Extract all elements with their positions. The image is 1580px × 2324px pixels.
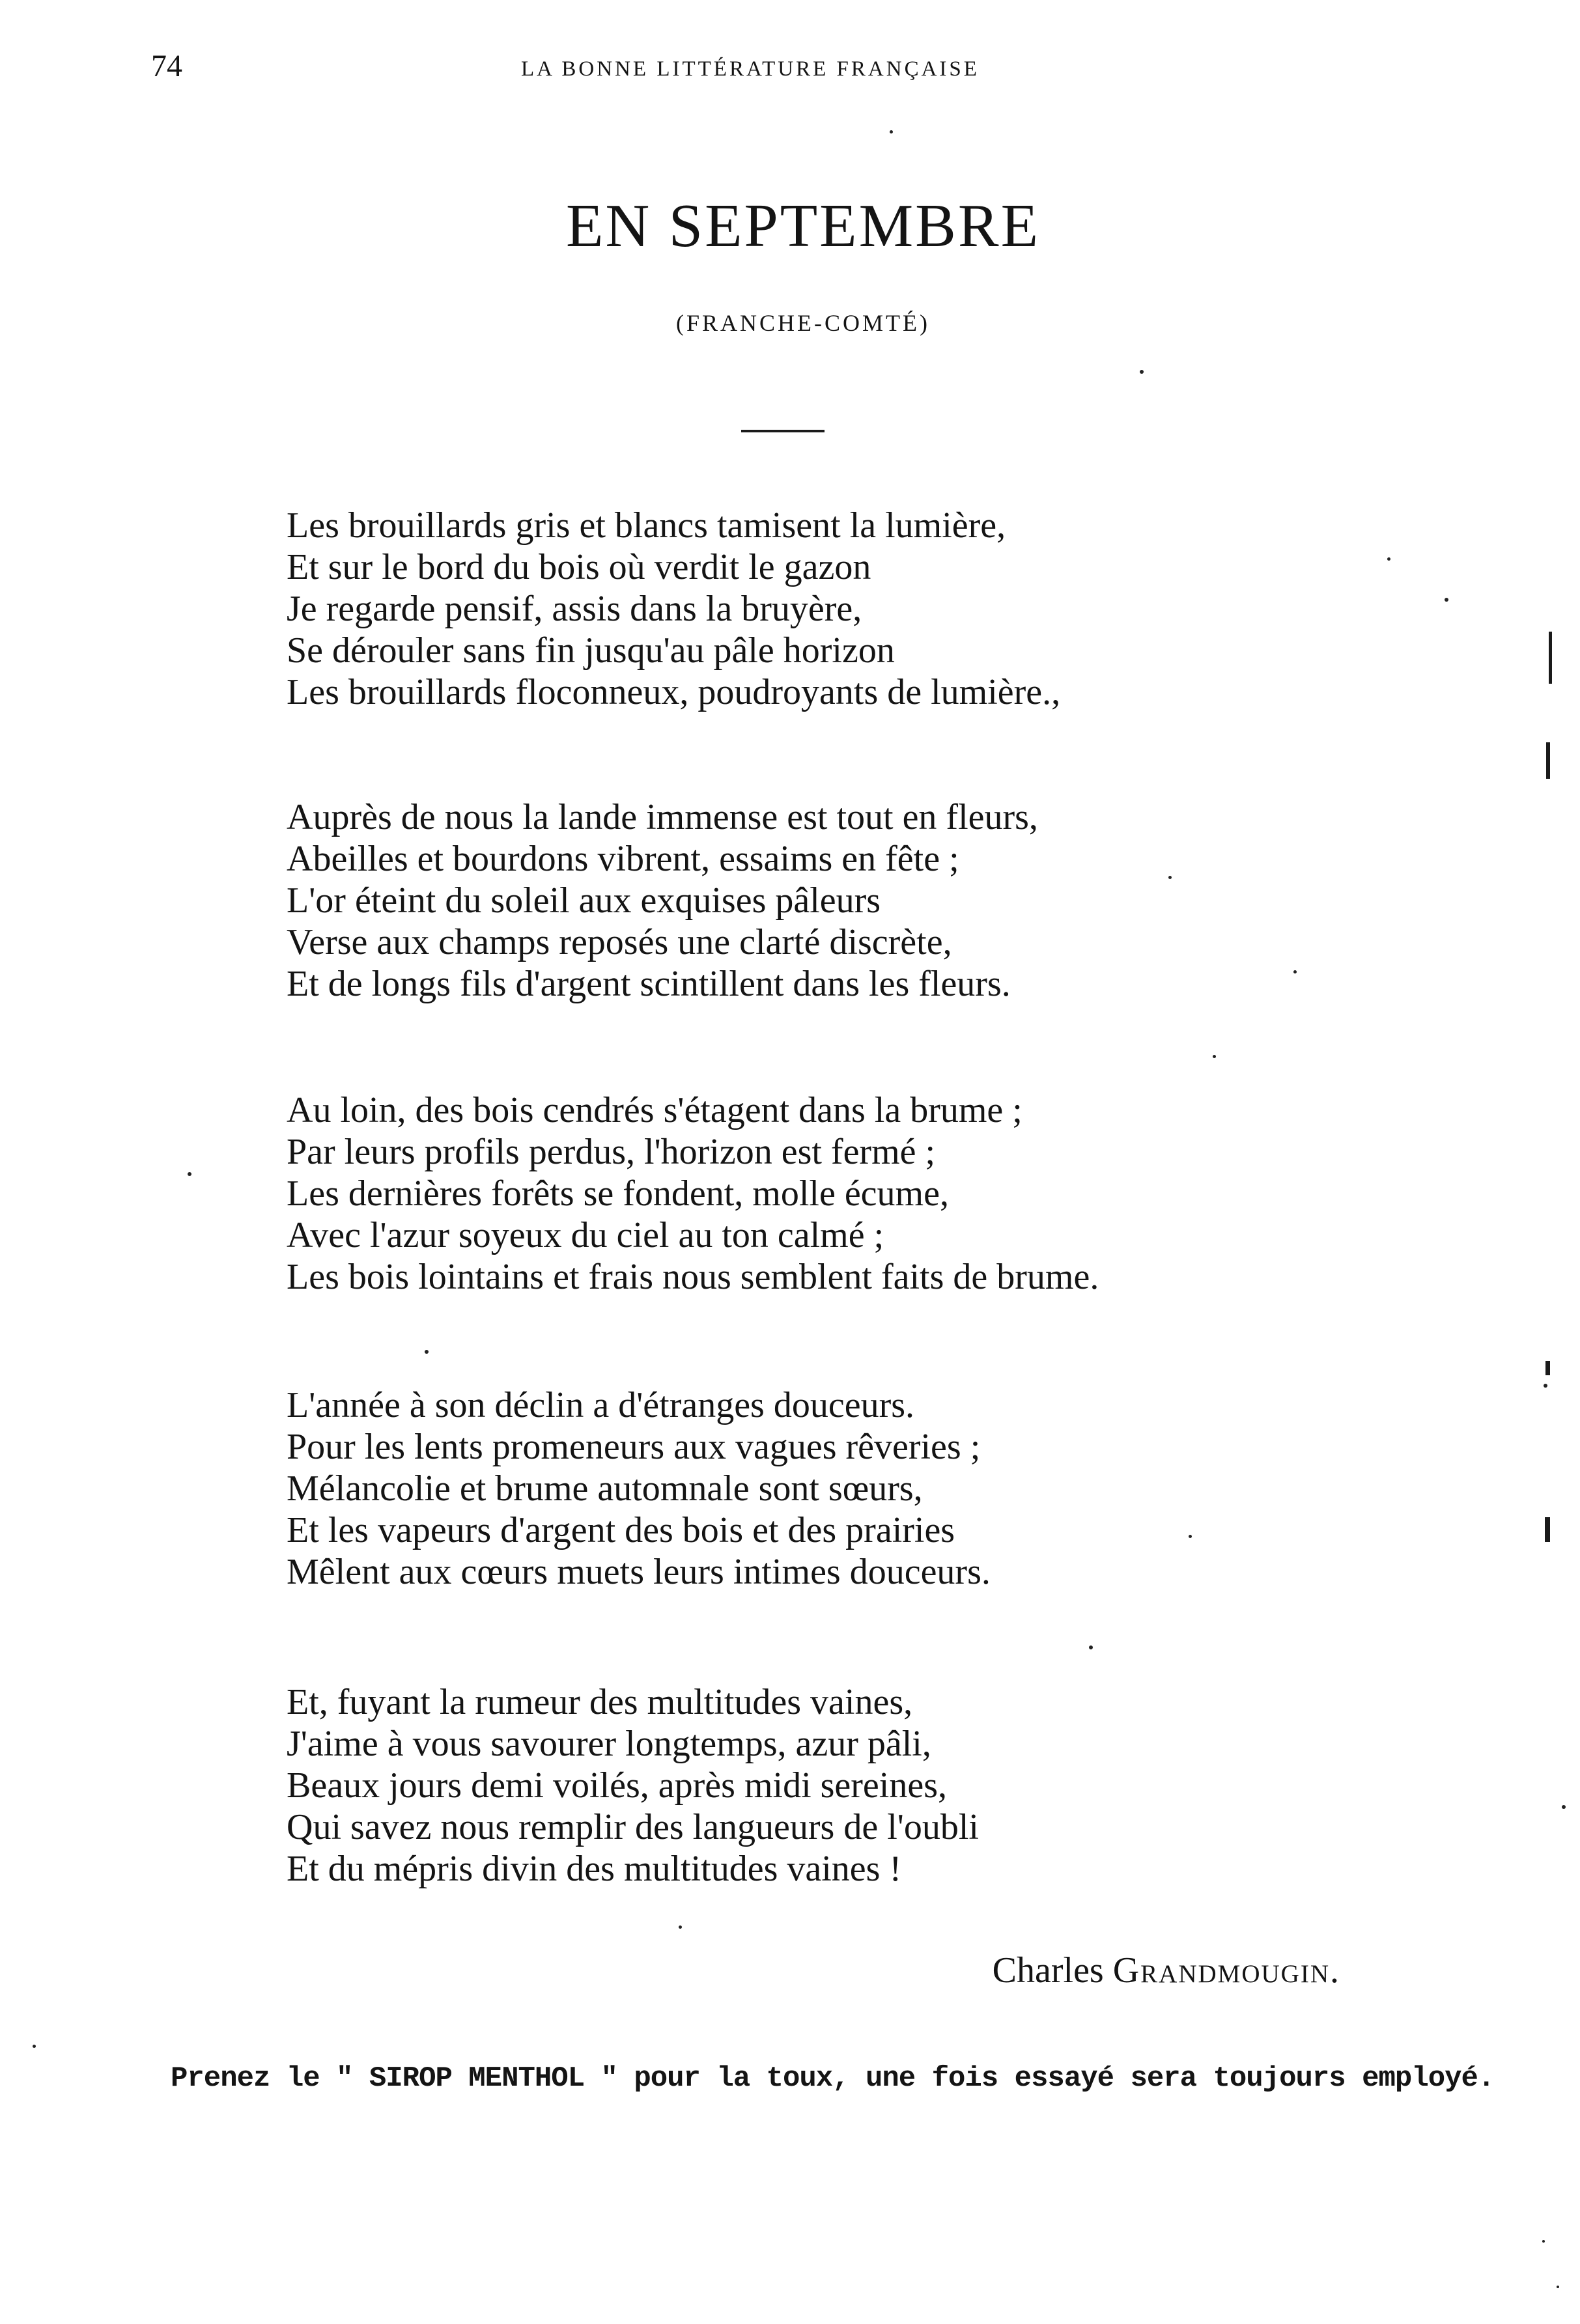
scan-speck xyxy=(1387,557,1390,561)
verse-line: Les bois lointains et frais nous semblent faits de brume. xyxy=(287,1257,1099,1297)
margin-mark xyxy=(1546,742,1550,779)
author-first-name: Charles xyxy=(992,1950,1113,1991)
verse-line: Et sur le bord du bois où verdit le gazon xyxy=(287,547,871,587)
stanza-3 xyxy=(287,1089,1099,1298)
scan-speck xyxy=(1293,970,1297,973)
author-signature xyxy=(993,1952,1340,1989)
verse-line: Mêlent aux cœurs muets leurs intimes douceurs. xyxy=(287,1552,991,1592)
scan-speck xyxy=(1168,876,1172,879)
verse-line: L'année à son déclin a d'étranges douceurs. xyxy=(287,1385,915,1425)
margin-mark xyxy=(1545,1517,1550,1542)
scan-speck xyxy=(1557,2286,1559,2288)
verse-line: Pour les lents promeneurs aux vagues rêveries ; xyxy=(287,1427,981,1467)
verse-line: L'or éteint du soleil aux exquises pâleurs xyxy=(287,880,881,921)
scan-speck xyxy=(33,2045,36,2048)
scan-speck xyxy=(1544,1384,1547,1388)
verse-line: J'aime à vous savourer longtemps, azur pâli, xyxy=(287,1724,931,1764)
verse-line: Qui savez nous remplir des langueurs de l'oubli xyxy=(287,1807,979,1847)
stanza-4 xyxy=(287,1384,991,1593)
verse-line: Mélancolie et brume automnale sont sœurs, xyxy=(287,1468,923,1509)
scan-speck xyxy=(425,1350,429,1354)
scan-speck xyxy=(890,130,893,133)
verse-line: Je regarde pensif, assis dans la bruyère, xyxy=(287,589,862,629)
verse-line: Et, fuyant la rumeur des multitudes vaines, xyxy=(287,1682,913,1722)
scan-speck xyxy=(1089,1645,1093,1649)
title-divider xyxy=(741,430,825,432)
poem-subtitle: (FRANCHE-COMTÉ) xyxy=(676,310,930,336)
scan-speck xyxy=(1140,370,1144,374)
verse-line: Par leurs profils perdus, l'horizon est fermé ; xyxy=(287,1132,936,1172)
verse-line: Se dérouler sans fin jusqu'au pâle horizon xyxy=(287,630,895,671)
verse-line: Les brouillards floconneux, poudroyants de lumière., xyxy=(287,672,1061,712)
scan-speck xyxy=(679,1925,682,1929)
verse-line: Et de longs fils d'argent scintillent dans les fleurs. xyxy=(287,964,1011,1004)
verse-line: Avec l'azur soyeux du ciel au ton calmé ; xyxy=(287,1215,884,1255)
advertisement: Prenez le " SIROP MENTHOL " pour la toux, une fois essayé sera toujours employé. xyxy=(171,2062,1495,2095)
scan-speck xyxy=(1542,2240,1545,2243)
verse-line: Et du mépris divin des multitudes vaines ! xyxy=(287,1849,902,1889)
verse-line: Auprès de nous la lande immense est tout en fleurs, xyxy=(287,797,1038,837)
verse-line: Et les vapeurs d'argent des bois et des prairies xyxy=(287,1510,955,1550)
author-last-name: Grandmougin. xyxy=(1112,1950,1340,1991)
verse-line: Au loin, des bois cendrés s'étagent dans la brume ; xyxy=(287,1090,1023,1130)
stanza-5 xyxy=(287,1681,979,1890)
verse-line: Verse aux champs reposés une clarté discrète, xyxy=(287,922,952,962)
margin-mark xyxy=(1545,1361,1550,1375)
stanza-2 xyxy=(287,796,1038,1005)
scan-speck xyxy=(1213,1055,1216,1058)
verse-line: Les brouillards gris et blancs tamisent la lumière, xyxy=(287,505,1006,546)
running-head: LA BONNE LITTÉRATURE FRANÇAISE xyxy=(521,57,980,81)
scan-speck xyxy=(1189,1535,1192,1538)
verse-line: Beaux jours demi voilés, après midi sereines, xyxy=(287,1765,947,1806)
margin-mark xyxy=(1549,632,1552,684)
stanza-1 xyxy=(287,505,1060,713)
verse-line: Les dernières forêts se fondent, molle écume, xyxy=(287,1173,949,1214)
page-number: 74 xyxy=(151,49,182,83)
poem-title: EN SEPTEMBRE xyxy=(565,192,1040,260)
scan-speck xyxy=(1562,1805,1566,1809)
scan-speck xyxy=(188,1172,191,1176)
scan-speck xyxy=(1445,598,1448,602)
verse-line: Abeilles et bourdons vibrent, essaims en fête ; xyxy=(287,839,959,879)
